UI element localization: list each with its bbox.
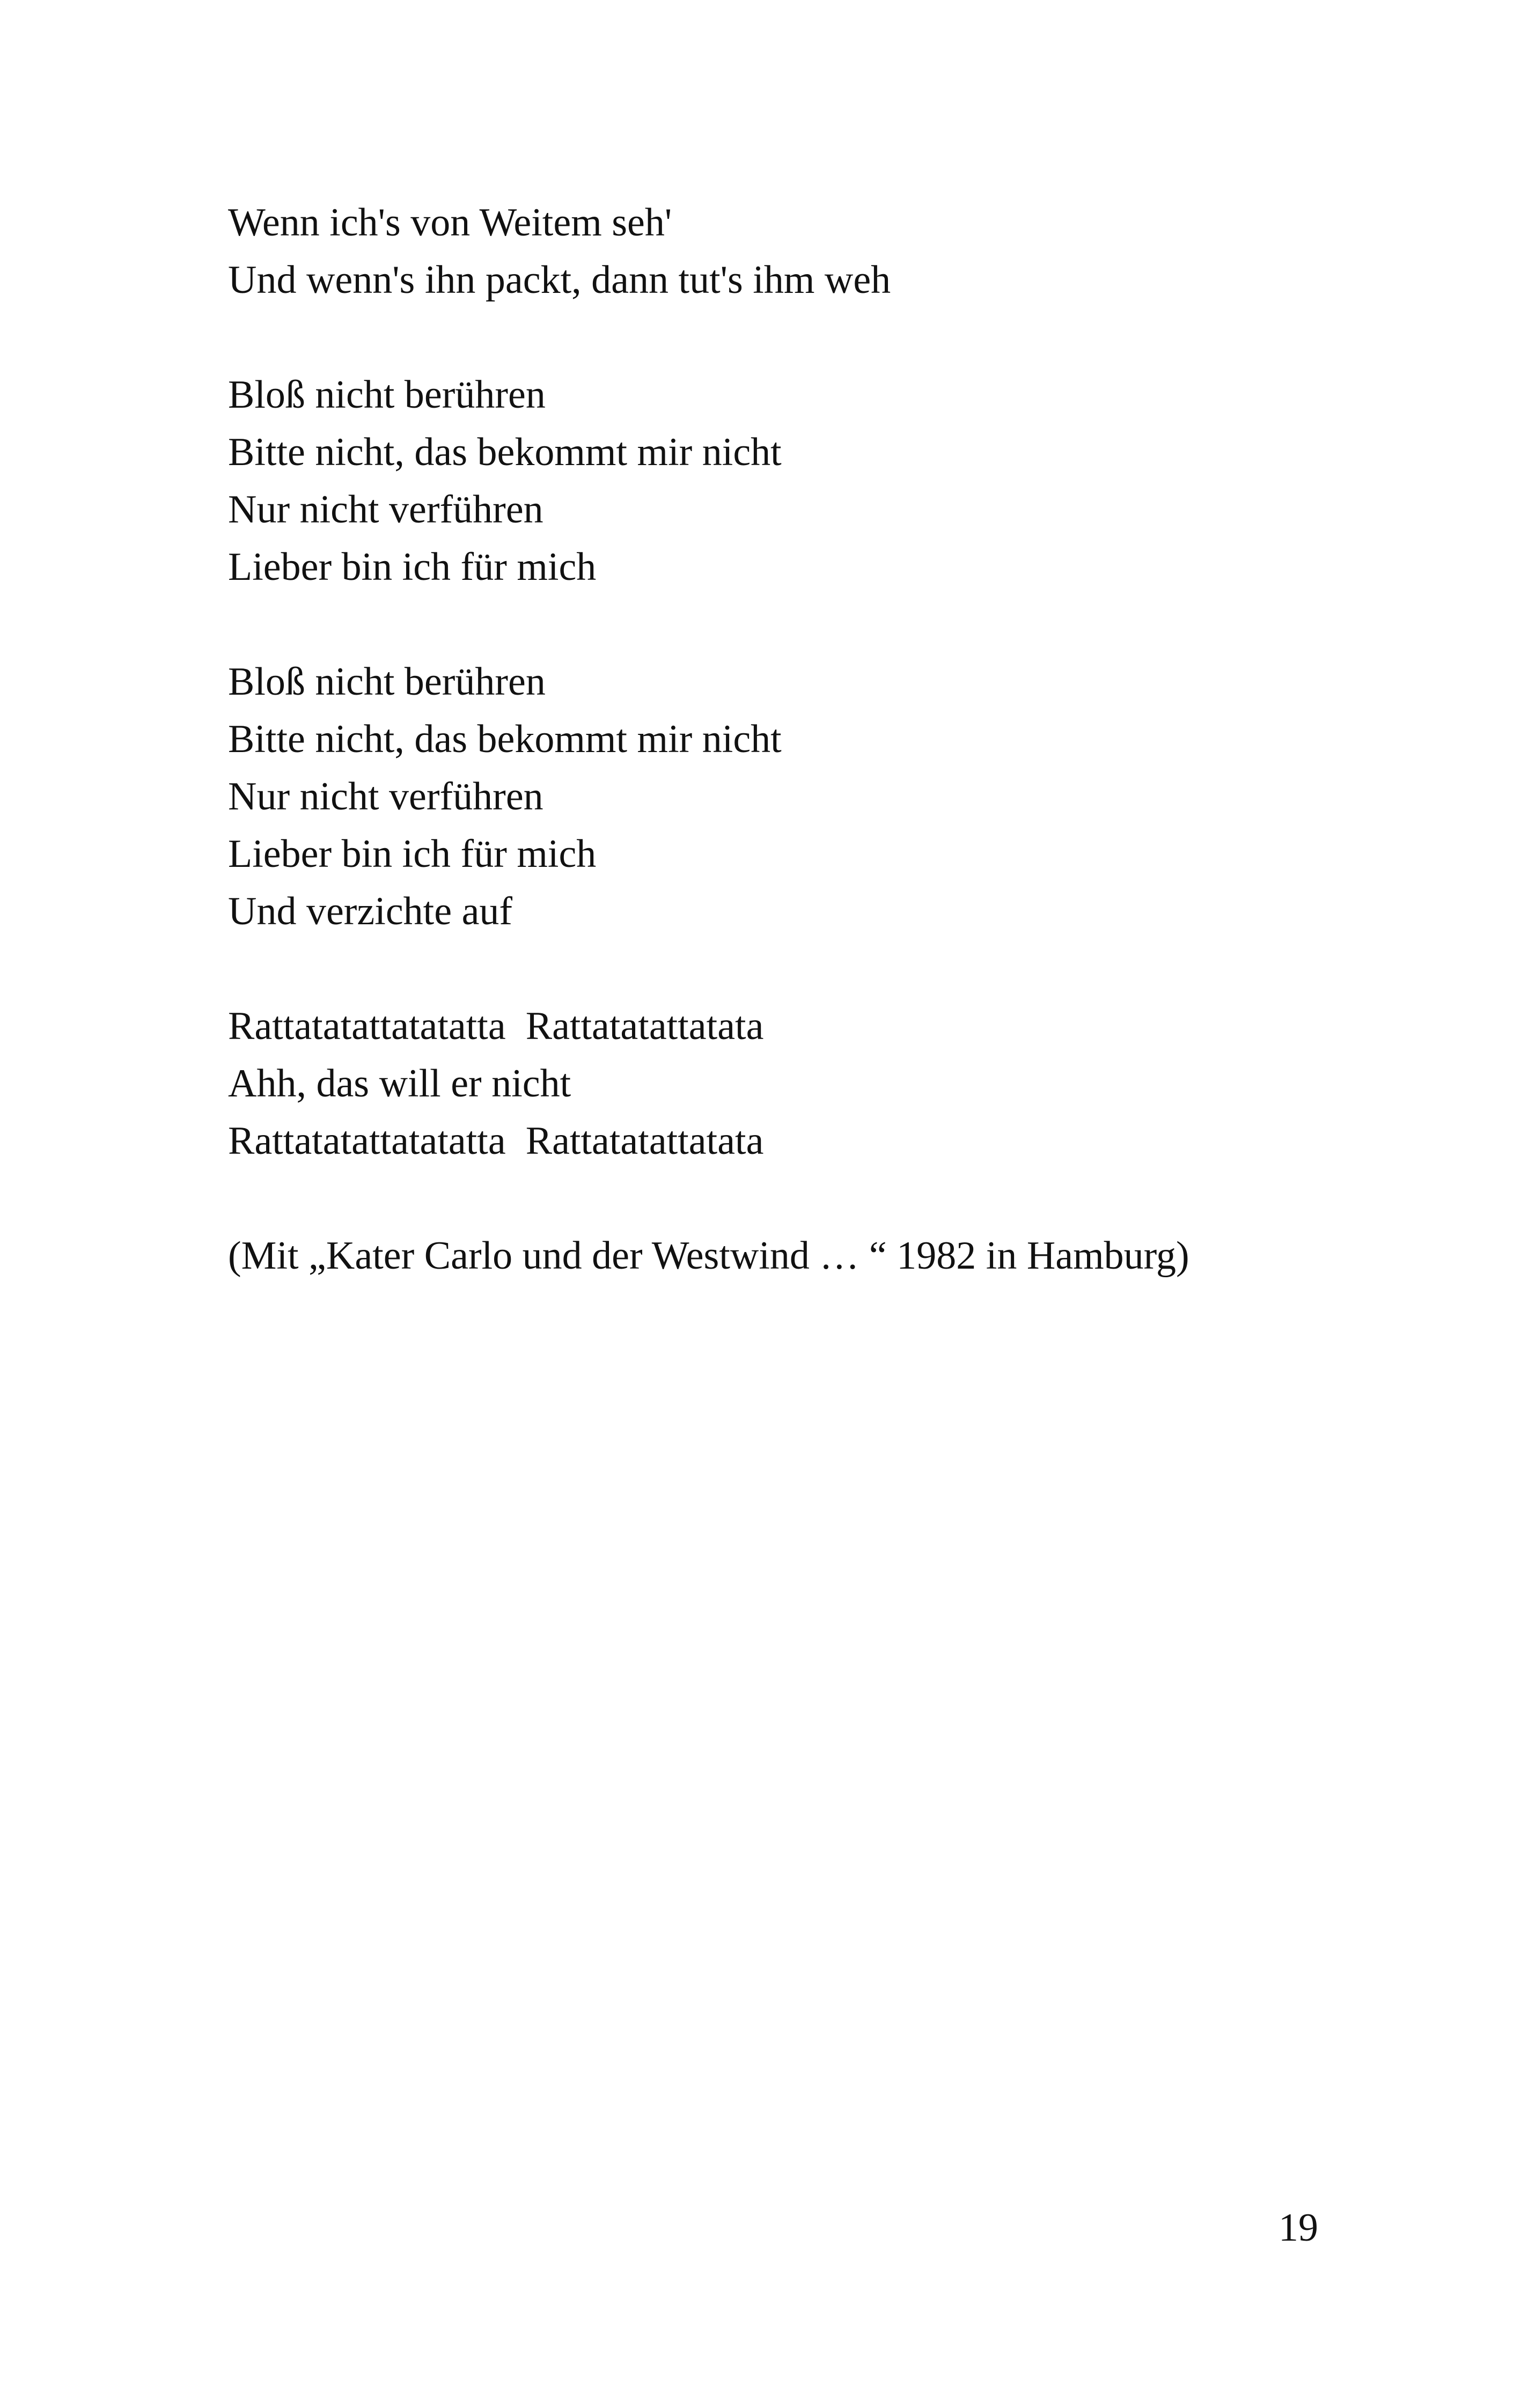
stanza-2 <box>228 366 1355 596</box>
stanza-1 <box>228 194 1355 309</box>
text-line: Und verzichte auf <box>228 889 513 933</box>
text-line: Rattatatattatatatta Rattatatattatata <box>228 1119 764 1163</box>
text-line: Nur nicht verführen <box>228 775 543 819</box>
song-text <box>228 194 1355 1342</box>
text-line: Rattatatattatatatta Rattatatattatata <box>228 1004 764 1048</box>
text-line: Lieber bin ich für mich <box>228 832 597 876</box>
source-note <box>228 1227 1355 1285</box>
text-line: Bitte nicht, das bekommt mir nicht <box>228 717 782 761</box>
text-line: Nur nicht verführen <box>228 488 543 532</box>
stanza-4 <box>228 998 1355 1170</box>
text-line: Lieber bin ich für mich <box>228 545 597 589</box>
text-line: Bloß nicht berühren <box>228 373 546 417</box>
text-line: Wenn ich's von Weitem seh' <box>228 201 672 245</box>
text-line: Ahh, das will er nicht <box>228 1062 571 1106</box>
text-line: Und wenn's ihn packt, dann tut's ihm weh <box>228 258 891 302</box>
page-number: 19 <box>1278 2206 1318 2250</box>
stanza-3 <box>228 653 1355 940</box>
source-note-text: (Mit „Kater Carlo und der Westwind … “ 1982 in Hamburg) <box>228 1234 1189 1278</box>
text-line: Bitte nicht, das bekommt mir nicht <box>228 430 782 474</box>
text-line: Bloß nicht berühren <box>228 660 546 704</box>
